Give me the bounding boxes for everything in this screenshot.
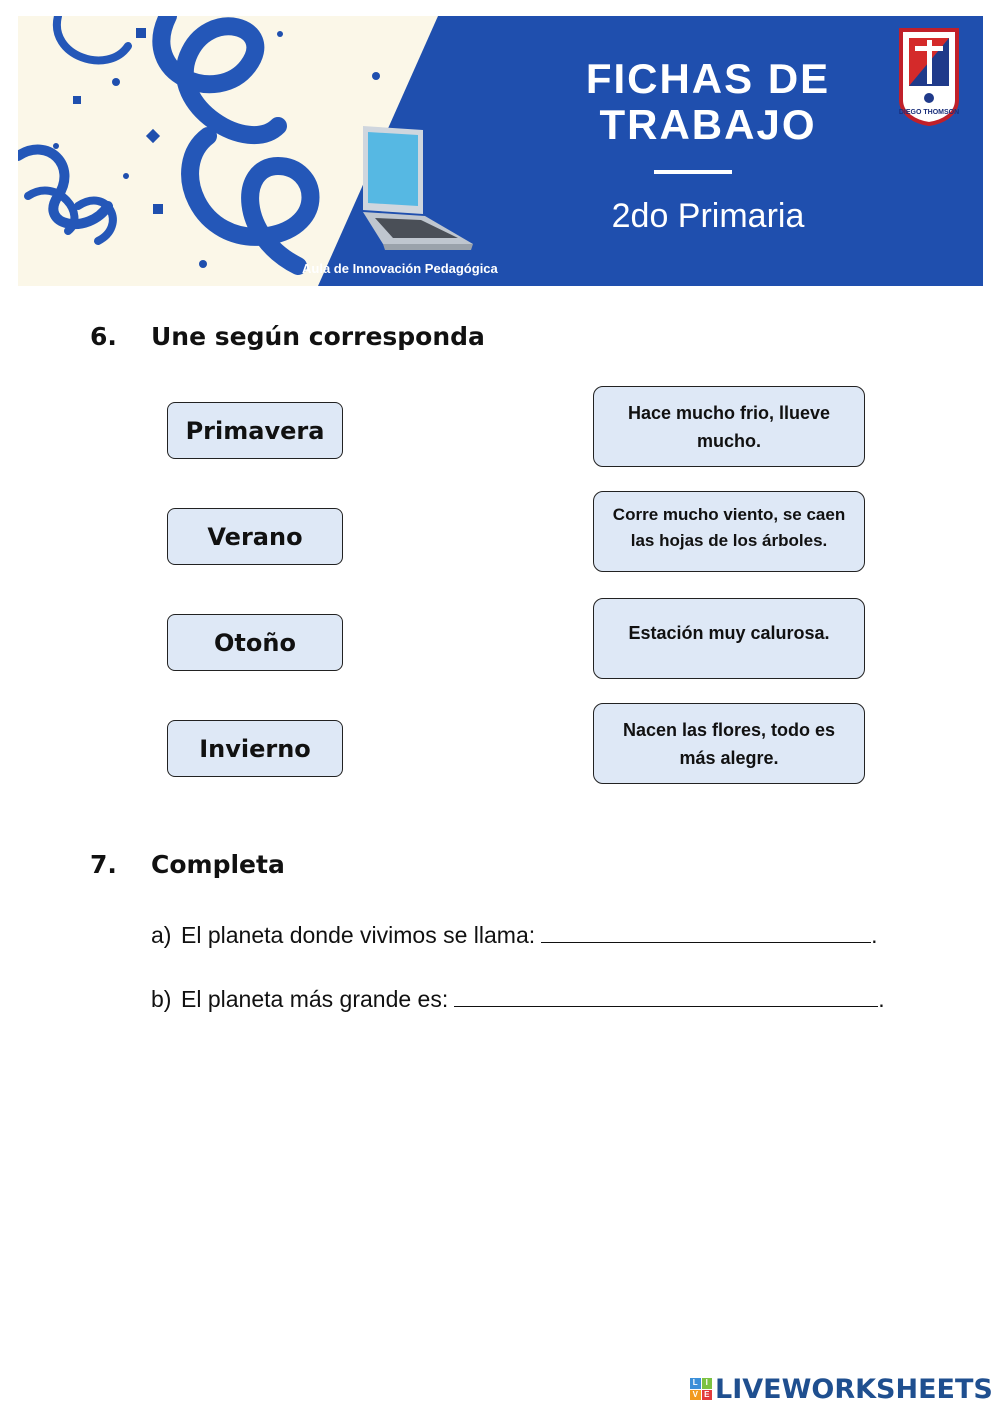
liveworksheets-mark-icon: L I V E (690, 1378, 712, 1400)
crest-text: DIEGO THOMSON (898, 109, 960, 116)
match-right-item-4[interactable]: Nacen las flores, todo es más alegre. (593, 703, 865, 784)
section-7-title: Completa (151, 850, 285, 879)
section-7-heading (90, 850, 285, 879)
match-left-otono[interactable]: Otoño (167, 614, 343, 671)
match-left-invierno[interactable]: Invierno (167, 720, 343, 777)
fill-item-b-answer-blank[interactable] (454, 984, 878, 1007)
match-right-item-3[interactable]: Estación muy calurosa. (593, 598, 865, 679)
school-crest-logo (897, 26, 961, 126)
fill-item-b (151, 984, 885, 1013)
fill-item-a-letter: a) (151, 922, 172, 948)
section-6-title: Une según corresponda (151, 322, 485, 351)
fill-item-b-text: El planeta más grande es: (181, 986, 449, 1012)
section-6-number: 6. (90, 322, 117, 351)
banner-title (548, 56, 868, 148)
match-left-primavera[interactable]: Primavera (167, 402, 343, 459)
header-banner (18, 16, 983, 286)
fill-item-a (151, 920, 878, 949)
match-right-item-1[interactable]: Hace mucho frio, llueve mucho. (593, 386, 865, 467)
banner-divider (654, 170, 732, 174)
section-6-heading (90, 322, 485, 351)
match-right-item-2[interactable]: Corre mucho viento, se caen las hojas de los árboles. (593, 491, 865, 572)
liveworksheets-logo (690, 1374, 993, 1404)
banner-subtitle: 2do Primaria (611, 197, 805, 235)
fill-item-a-end: . (871, 922, 878, 948)
section-7-number: 7. (90, 850, 117, 879)
liveworksheets-text: LIVEWORKSHEETS (715, 1373, 993, 1405)
fill-item-b-end: . (878, 986, 885, 1012)
match-left-verano[interactable]: Verano (167, 508, 343, 565)
fill-item-a-answer-blank[interactable] (541, 920, 871, 943)
banner-title-line2: TRABAJO (599, 101, 817, 148)
banner-caption: Aula de Innovación Pedagógica (302, 261, 498, 276)
banner-title-line1: FICHAS DE (585, 55, 831, 102)
fill-item-b-letter: b) (151, 986, 172, 1012)
fill-item-a-text: El planeta donde vivimos se llama: (181, 922, 536, 948)
